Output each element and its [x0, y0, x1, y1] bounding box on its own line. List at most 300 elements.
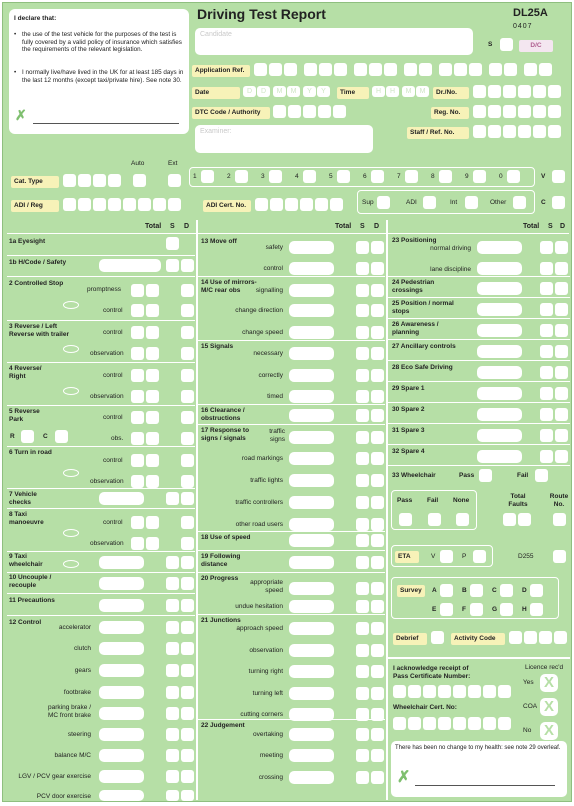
necessary-total[interactable]	[289, 347, 334, 360]
adi-reg-box-5[interactable]	[123, 198, 136, 211]
rp-control-total[interactable]	[131, 411, 144, 424]
eco-d[interactable]	[555, 366, 568, 379]
taxi-wheelchair-oval[interactable]	[63, 560, 79, 568]
coa-x-box[interactable]: X	[540, 698, 558, 716]
adi-reg-box-2[interactable]	[78, 198, 91, 211]
tm-control-s[interactable]	[146, 516, 159, 529]
correctly-total[interactable]	[289, 369, 334, 382]
app-ref-box-10[interactable]	[404, 63, 417, 76]
traffic-signs-d[interactable]	[371, 431, 384, 444]
result-none-box[interactable]	[456, 513, 469, 526]
spare2-total[interactable]	[477, 408, 522, 421]
app-ref-box-9[interactable]	[384, 63, 397, 76]
footbrake-s[interactable]	[166, 686, 179, 699]
traffic-lights-s[interactable]	[356, 474, 369, 487]
approach-speed-d[interactable]	[371, 622, 384, 635]
traffic-signs-total[interactable]	[289, 431, 334, 444]
dr-no-box-6[interactable]	[548, 85, 561, 98]
adi-cert-box-3[interactable]	[285, 198, 298, 211]
timed-s[interactable]	[356, 390, 369, 403]
uncouple-total[interactable]	[99, 577, 144, 590]
awareness-total[interactable]	[477, 324, 522, 337]
survey-c-box[interactable]	[500, 584, 513, 597]
signalling-s[interactable]	[356, 284, 369, 297]
dr-no-box-3[interactable]	[503, 85, 516, 98]
meeting-total[interactable]	[289, 749, 334, 762]
clearance-total[interactable]	[289, 409, 334, 422]
balance-mc-d[interactable]	[181, 749, 194, 762]
overtaking-s[interactable]	[356, 728, 369, 741]
spare3-s[interactable]	[540, 429, 553, 442]
app-ref-box-6[interactable]	[334, 63, 347, 76]
time-m1[interactable]: M	[402, 86, 415, 97]
rl-control-total[interactable]	[131, 326, 144, 339]
rp-control-s[interactable]	[146, 411, 159, 424]
rp-control-d[interactable]	[181, 411, 194, 424]
cat-type-box-2[interactable]	[78, 174, 91, 187]
cs-control-total[interactable]	[131, 304, 144, 317]
change-direction-d[interactable]	[371, 304, 384, 317]
clutch-d[interactable]	[181, 642, 194, 655]
road-markings-d[interactable]	[371, 452, 384, 465]
traffic-signs-s[interactable]	[356, 431, 369, 444]
num-box-3[interactable]	[269, 170, 282, 183]
necessary-d[interactable]	[371, 347, 384, 360]
reg-box-4[interactable]	[518, 105, 531, 118]
ancillary-d[interactable]	[555, 345, 568, 358]
total-faults-box-2[interactable]	[518, 513, 531, 526]
steering-s[interactable]	[166, 728, 179, 741]
meeting-d[interactable]	[371, 749, 384, 762]
declaration-signature-line[interactable]	[33, 123, 179, 124]
uncouple-s[interactable]	[166, 577, 179, 590]
overtaking-total[interactable]	[289, 728, 334, 741]
appropriate-speed-d[interactable]	[371, 582, 384, 595]
parking-brake-d[interactable]	[181, 707, 194, 720]
traffic-controllers-d[interactable]	[371, 496, 384, 509]
timed-d[interactable]	[371, 390, 384, 403]
tr-control-total[interactable]	[131, 454, 144, 467]
tm-observation-s[interactable]	[146, 537, 159, 550]
other-road-users-total[interactable]	[289, 518, 334, 531]
normal-driving-s[interactable]	[540, 241, 553, 254]
position-stops-s[interactable]	[540, 303, 553, 316]
correctly-d[interactable]	[371, 369, 384, 382]
correctly-s[interactable]	[356, 369, 369, 382]
time-m2[interactable]: M	[416, 86, 429, 97]
reverse-right-oval[interactable]	[63, 387, 79, 395]
spare2-s[interactable]	[540, 408, 553, 421]
date-d2[interactable]: D	[257, 86, 270, 97]
traffic-lights-total[interactable]	[289, 474, 334, 487]
survey-f-box[interactable]	[470, 603, 483, 616]
rl-control-s[interactable]	[146, 326, 159, 339]
tm-observation-d[interactable]	[181, 537, 194, 550]
turning-left-total[interactable]	[289, 687, 334, 700]
sup-box[interactable]	[377, 196, 390, 209]
tm-observation-total[interactable]	[131, 537, 144, 550]
cert-box-8[interactable]	[498, 685, 511, 698]
reg-box-3[interactable]	[503, 105, 516, 118]
app-ref-box-4[interactable]	[304, 63, 317, 76]
turning-right-s[interactable]	[356, 665, 369, 678]
s-box[interactable]	[500, 38, 513, 51]
cs-control-s[interactable]	[146, 304, 159, 317]
survey-a-box[interactable]	[440, 584, 453, 597]
vehicle-checks-total[interactable]	[99, 492, 144, 505]
rr-control-s[interactable]	[146, 369, 159, 382]
c-box[interactable]	[552, 196, 565, 209]
pcv-door-d[interactable]	[181, 790, 194, 801]
tr-control-s[interactable]	[146, 454, 159, 467]
ancillary-total[interactable]	[477, 345, 522, 358]
vehicle-checks-d[interactable]	[181, 492, 194, 505]
adi-reg-box-7[interactable]	[153, 198, 166, 211]
promptness-d[interactable]	[181, 284, 194, 297]
adi-reg-box-4[interactable]	[108, 198, 121, 211]
signalling-d[interactable]	[371, 284, 384, 297]
eco-total[interactable]	[477, 366, 522, 379]
balance-mc-s[interactable]	[166, 749, 179, 762]
staff-box-4[interactable]	[518, 125, 531, 138]
reg-box-5[interactable]	[533, 105, 546, 118]
d255-box[interactable]	[553, 550, 566, 563]
dr-no-box-4[interactable]	[518, 85, 531, 98]
staff-box-5[interactable]	[533, 125, 546, 138]
wc-cert-box-1[interactable]	[393, 717, 406, 730]
num-box-1[interactable]	[201, 170, 214, 183]
spare1-d[interactable]	[555, 387, 568, 400]
app-ref-box-11[interactable]	[419, 63, 432, 76]
candidate-field[interactable]	[195, 28, 473, 55]
route-no-box[interactable]	[553, 513, 566, 526]
activity-code-box-2[interactable]	[524, 631, 537, 644]
spare4-d[interactable]	[555, 450, 568, 463]
traffic-controllers-s[interactable]	[356, 496, 369, 509]
survey-e-box[interactable]	[440, 603, 453, 616]
undue-hesitation-d[interactable]	[371, 600, 384, 613]
pedestrian-total[interactable]	[477, 282, 522, 295]
num-box-9[interactable]	[473, 170, 486, 183]
road-markings-total[interactable]	[289, 452, 334, 465]
steering-d[interactable]	[181, 728, 194, 741]
undue-hesitation-s[interactable]	[356, 600, 369, 613]
mo-control-total[interactable]	[289, 262, 334, 275]
traffic-lights-d[interactable]	[371, 474, 384, 487]
rl-control-d[interactable]	[181, 326, 194, 339]
int-box[interactable]	[465, 196, 478, 209]
clutch-s[interactable]	[166, 642, 179, 655]
dtc-box-1[interactable]	[273, 105, 286, 118]
date-m1[interactable]: M	[273, 86, 286, 97]
cert-box-4[interactable]	[438, 685, 451, 698]
rr-control-d[interactable]	[181, 369, 194, 382]
wheelchair-fail-box[interactable]	[535, 469, 548, 482]
safety-s[interactable]	[356, 241, 369, 254]
app-ref-box-5[interactable]	[319, 63, 332, 76]
accelerator-s[interactable]	[166, 621, 179, 634]
following-d[interactable]	[371, 556, 384, 569]
spare1-s[interactable]	[540, 387, 553, 400]
activity-code-box-1[interactable]	[509, 631, 522, 644]
normal-driving-d[interactable]	[555, 241, 568, 254]
staff-box-1[interactable]	[473, 125, 486, 138]
meeting-s[interactable]	[356, 749, 369, 762]
cert-box-7[interactable]	[483, 685, 496, 698]
turning-right-total[interactable]	[289, 665, 334, 678]
precautions-s[interactable]	[166, 599, 179, 612]
taxi-wheelchair-total[interactable]	[99, 556, 144, 569]
adi-cert-box-2[interactable]	[270, 198, 283, 211]
app-ref-box-7[interactable]	[354, 63, 367, 76]
wc-cert-box-5[interactable]	[453, 717, 466, 730]
road-markings-s[interactable]	[356, 452, 369, 465]
lgv-pcv-d[interactable]	[181, 770, 194, 783]
cert-box-6[interactable]	[468, 685, 481, 698]
r-box[interactable]	[21, 430, 34, 443]
gears-total[interactable]	[99, 664, 144, 677]
parking-brake-s[interactable]	[166, 707, 179, 720]
overtaking-d[interactable]	[371, 728, 384, 741]
cert-box-3[interactable]	[423, 685, 436, 698]
signalling-total[interactable]	[289, 284, 334, 297]
cert-box-5[interactable]	[453, 685, 466, 698]
num-box-6[interactable]	[371, 170, 384, 183]
lgv-pcv-total[interactable]	[99, 770, 144, 783]
date-y2[interactable]: Y	[317, 86, 330, 97]
position-stops-total[interactable]	[477, 303, 522, 316]
following-total[interactable]	[289, 556, 334, 569]
gears-s[interactable]	[166, 664, 179, 677]
num-box-8[interactable]	[439, 170, 452, 183]
date-y1[interactable]: Y	[303, 86, 316, 97]
mo-control-s[interactable]	[356, 262, 369, 275]
survey-b-box[interactable]	[470, 584, 483, 597]
dr-no-box-5[interactable]	[533, 85, 546, 98]
adi-reg-box-6[interactable]	[138, 198, 151, 211]
dtc-box-3[interactable]	[303, 105, 316, 118]
turn-road-oval[interactable]	[63, 469, 79, 477]
adi-reg-box-3[interactable]	[93, 198, 106, 211]
promptness-s[interactable]	[146, 284, 159, 297]
date-d1[interactable]: D	[243, 86, 256, 97]
rr-observation-s[interactable]	[146, 390, 159, 403]
reg-box-6[interactable]	[548, 105, 561, 118]
mo-control-d[interactable]	[371, 262, 384, 275]
pedestrian-d[interactable]	[555, 282, 568, 295]
staff-box-6[interactable]	[548, 125, 561, 138]
date-m2[interactable]: M	[287, 86, 300, 97]
dr-no-box-1[interactable]	[473, 85, 486, 98]
hcode-s[interactable]	[166, 259, 179, 272]
timed-total[interactable]	[289, 390, 334, 403]
clutch-total[interactable]	[99, 642, 144, 655]
reverse-left-oval[interactable]	[63, 345, 79, 353]
clearance-d[interactable]	[371, 409, 384, 422]
ancillary-s[interactable]	[540, 345, 553, 358]
yes-x-box[interactable]: X	[540, 674, 558, 692]
ext-box[interactable]	[168, 174, 181, 187]
eyesight-s-box[interactable]	[166, 237, 179, 250]
appropriate-speed-s[interactable]	[356, 582, 369, 595]
change-direction-total[interactable]	[289, 304, 334, 317]
footbrake-total[interactable]	[99, 686, 144, 699]
cat-type-box-4[interactable]	[108, 174, 121, 187]
wheelchair-pass-box[interactable]	[479, 469, 492, 482]
use-speed-s[interactable]	[356, 534, 369, 547]
app-ref-box-18[interactable]	[539, 63, 552, 76]
spare2-d[interactable]	[555, 408, 568, 421]
change-speed-s[interactable]	[356, 326, 369, 339]
tm-control-total[interactable]	[131, 516, 144, 529]
app-ref-box-8[interactable]	[369, 63, 382, 76]
wc-cert-box-7[interactable]	[483, 717, 496, 730]
app-ref-box-12[interactable]	[439, 63, 452, 76]
activity-code-box-3[interactable]	[539, 631, 552, 644]
tr-observation-d[interactable]	[181, 475, 194, 488]
eta-v-box[interactable]	[440, 550, 453, 563]
health-signature-line[interactable]	[415, 785, 555, 786]
adi-box[interactable]	[423, 196, 436, 209]
cert-box-1[interactable]	[393, 685, 406, 698]
staff-box-3[interactable]	[503, 125, 516, 138]
num-box-0[interactable]	[507, 170, 520, 183]
footbrake-d[interactable]	[181, 686, 194, 699]
rp-obs-d[interactable]	[181, 432, 194, 445]
turning-right-d[interactable]	[371, 665, 384, 678]
pcv-door-s[interactable]	[166, 790, 179, 801]
safety-total[interactable]	[289, 241, 334, 254]
rl-observation-s[interactable]	[146, 347, 159, 360]
dtc-box-5[interactable]	[333, 105, 346, 118]
rp-obs-total[interactable]	[131, 432, 144, 445]
other-road-users-d[interactable]	[371, 518, 384, 531]
controlled-stop-oval[interactable]	[63, 301, 79, 309]
traffic-controllers-total[interactable]	[289, 496, 334, 509]
accelerator-total[interactable]	[99, 621, 144, 634]
activity-code-box-4[interactable]	[554, 631, 567, 644]
wc-cert-box-2[interactable]	[408, 717, 421, 730]
num-box-4[interactable]	[303, 170, 316, 183]
survey-h-box[interactable]	[530, 603, 543, 616]
spare1-total[interactable]	[477, 387, 522, 400]
necessary-s[interactable]	[356, 347, 369, 360]
approach-speed-s[interactable]	[356, 622, 369, 635]
dr-no-box-2[interactable]	[488, 85, 501, 98]
pcv-door-total[interactable]	[99, 790, 144, 801]
reg-box-2[interactable]	[488, 105, 501, 118]
adi-cert-box-1[interactable]	[255, 198, 268, 211]
num-box-7[interactable]	[405, 170, 418, 183]
j-observation-s[interactable]	[356, 644, 369, 657]
wc-cert-box-3[interactable]	[423, 717, 436, 730]
spare4-total[interactable]	[477, 450, 522, 463]
rr-control-total[interactable]	[131, 369, 144, 382]
eta-p-box[interactable]	[473, 550, 486, 563]
rl-observation-d[interactable]	[181, 347, 194, 360]
wc-cert-box-4[interactable]	[438, 717, 451, 730]
adi-cert-box-6[interactable]	[330, 198, 343, 211]
tr-observation-total[interactable]	[131, 475, 144, 488]
awareness-s[interactable]	[540, 324, 553, 337]
use-speed-d[interactable]	[371, 534, 384, 547]
debrief-box[interactable]	[431, 631, 444, 644]
result-pass-box[interactable]	[399, 513, 412, 526]
spare4-s[interactable]	[540, 450, 553, 463]
app-ref-box-14[interactable]	[469, 63, 482, 76]
change-speed-d[interactable]	[371, 326, 384, 339]
dtc-box-4[interactable]	[318, 105, 331, 118]
steering-total[interactable]	[99, 728, 144, 741]
num-box-2[interactable]	[235, 170, 248, 183]
position-stops-d[interactable]	[555, 303, 568, 316]
turning-left-d[interactable]	[371, 687, 384, 700]
cs-control-d[interactable]	[181, 304, 194, 317]
j-observation-d[interactable]	[371, 644, 384, 657]
result-fail-box[interactable]	[428, 513, 441, 526]
change-speed-total[interactable]	[289, 326, 334, 339]
uncouple-d[interactable]	[181, 577, 194, 590]
promptness-total[interactable]	[131, 284, 144, 297]
approach-speed-total[interactable]	[289, 622, 334, 635]
survey-g-box[interactable]	[500, 603, 513, 616]
vehicle-checks-s[interactable]	[166, 492, 179, 505]
undue-hesitation-total[interactable]	[289, 600, 334, 613]
lane-discipline-total[interactable]	[477, 262, 522, 275]
rl-observation-total[interactable]	[131, 347, 144, 360]
v-box[interactable]	[552, 170, 565, 183]
reg-box-1[interactable]	[473, 105, 486, 118]
accelerator-d[interactable]	[181, 621, 194, 634]
use-speed-total[interactable]	[289, 534, 334, 547]
following-s[interactable]	[356, 556, 369, 569]
other-road-users-s[interactable]	[356, 518, 369, 531]
hcode-total[interactable]	[99, 259, 161, 272]
parking-brake-total[interactable]	[99, 707, 144, 720]
precautions-total[interactable]	[99, 599, 144, 612]
app-ref-box-2[interactable]	[269, 63, 282, 76]
time-h2[interactable]: H	[386, 86, 399, 97]
clearance-s[interactable]	[356, 409, 369, 422]
cert-box-2[interactable]	[408, 685, 421, 698]
staff-box-2[interactable]	[488, 125, 501, 138]
app-ref-box-16[interactable]	[504, 63, 517, 76]
adi-cert-box-4[interactable]	[300, 198, 313, 211]
no-x-box[interactable]: X	[540, 722, 558, 740]
appropriate-speed-total[interactable]	[289, 582, 334, 595]
taxi-wheelchair-d[interactable]	[181, 556, 194, 569]
wc-cert-box-6[interactable]	[468, 717, 481, 730]
time-h1[interactable]: H	[372, 86, 385, 97]
rp-obs-s[interactable]	[146, 432, 159, 445]
pedestrian-s[interactable]	[540, 282, 553, 295]
total-faults-box-1[interactable]	[503, 513, 516, 526]
turning-left-s[interactable]	[356, 687, 369, 700]
tr-observation-s[interactable]	[146, 475, 159, 488]
lane-discipline-d[interactable]	[555, 262, 568, 275]
spare3-d[interactable]	[555, 429, 568, 442]
app-ref-box-1[interactable]	[254, 63, 267, 76]
safety-d[interactable]	[371, 241, 384, 254]
cat-type-box-3[interactable]	[93, 174, 106, 187]
gears-d[interactable]	[181, 664, 194, 677]
change-direction-s[interactable]	[356, 304, 369, 317]
other-box[interactable]	[513, 196, 526, 209]
normal-driving-total[interactable]	[477, 241, 522, 254]
num-box-5[interactable]	[337, 170, 350, 183]
adi-cert-box-5[interactable]	[315, 198, 328, 211]
crossing-s[interactable]	[356, 771, 369, 784]
